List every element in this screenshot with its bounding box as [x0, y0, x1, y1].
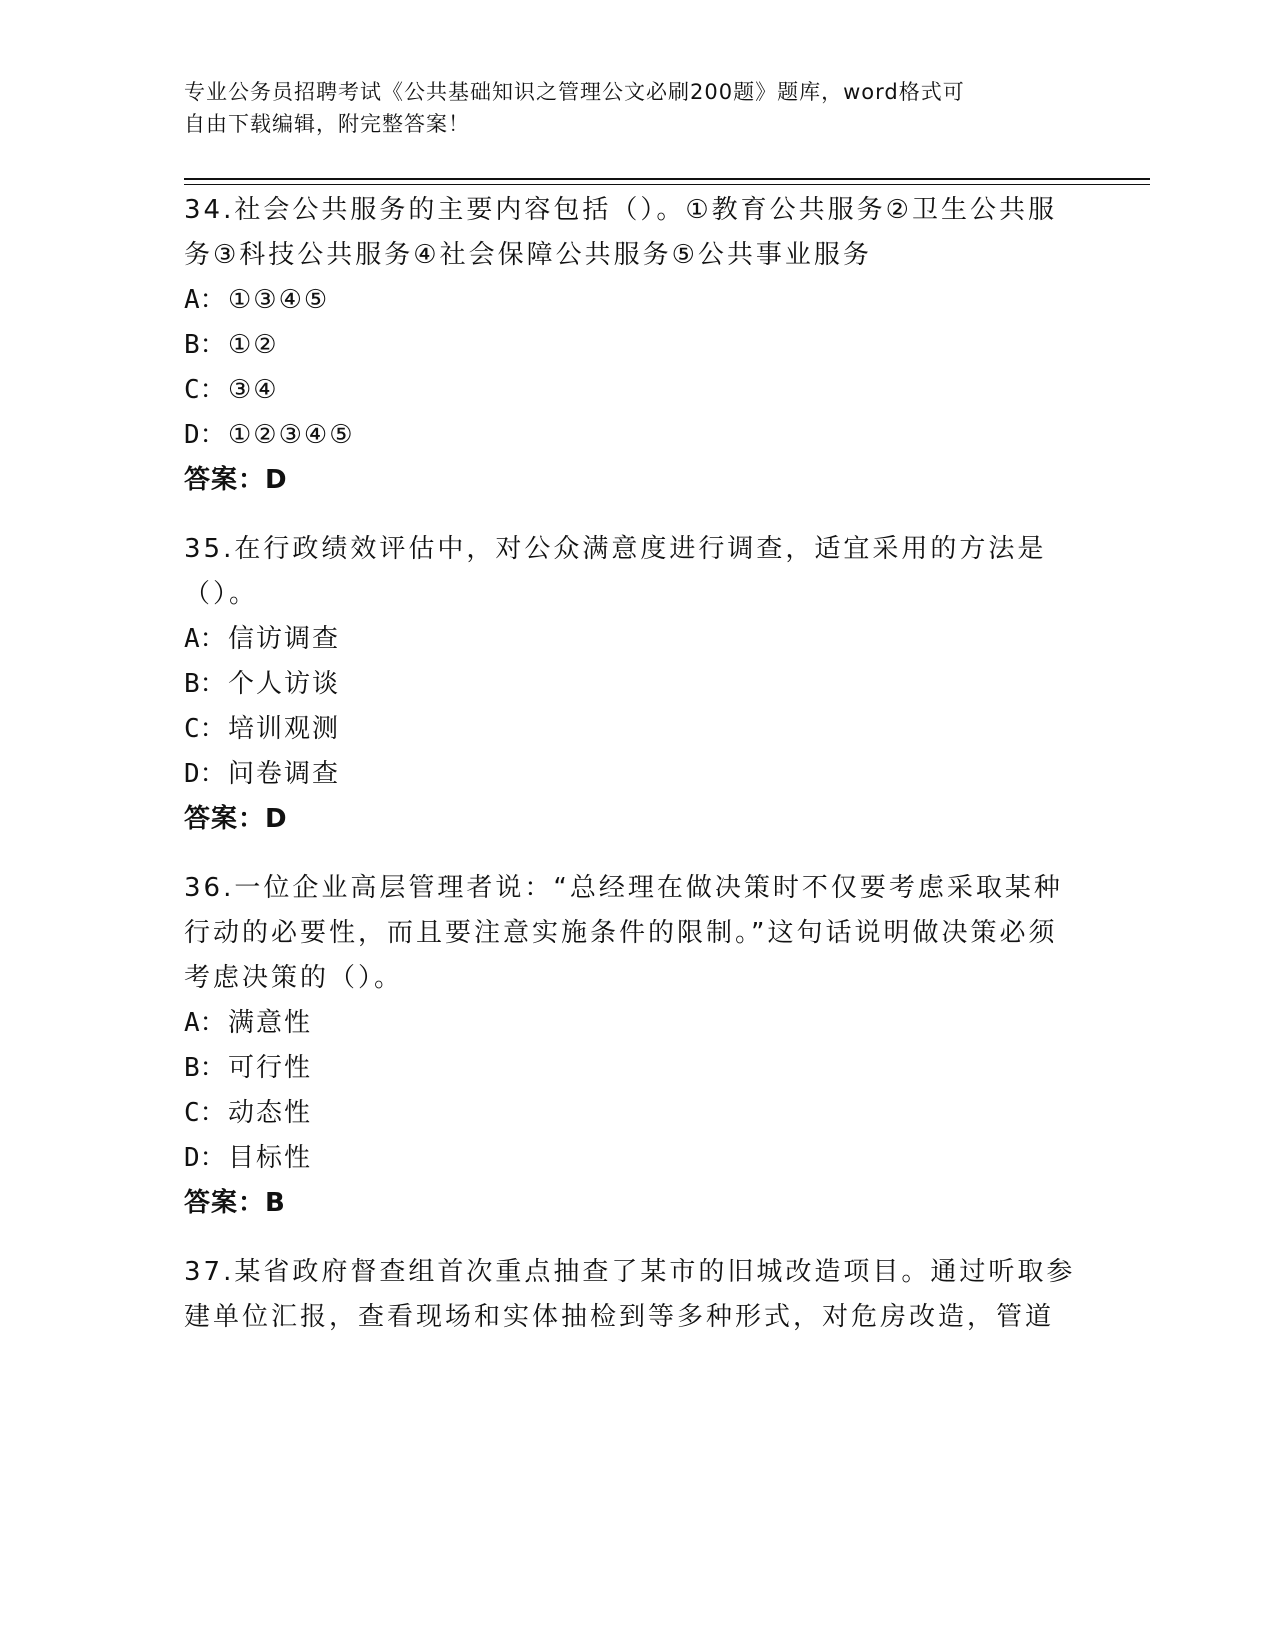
option-letter: A： [184, 285, 226, 315]
option-a [184, 617, 1084, 662]
option-letter: A： [184, 624, 226, 654]
question-35 [184, 527, 1084, 842]
header-divider-thick [184, 178, 1150, 180]
answer-label: 答案：D [184, 465, 288, 495]
question-34 [184, 188, 1084, 503]
option-text: 目标性 [228, 1143, 313, 1173]
option-d [184, 413, 1084, 458]
question-stem: 34.社会公共服务的主要内容包括（）。①教育公共服务②卫生公共服务③科技公共服务④社会保障公共服务⑤公共事业服务 [184, 195, 1057, 270]
answer-label: 答案：D [184, 804, 288, 834]
option-text: 个人访谈 [228, 669, 341, 699]
option-letter: C： [184, 1098, 226, 1128]
question-stem: 35.在行政绩效评估中，对公众满意度进行调查，适宜采用的方法是（）。 [184, 534, 1047, 609]
question-37 [184, 1250, 1084, 1340]
question-36 [184, 866, 1084, 1226]
option-letter: B： [184, 1053, 226, 1083]
option-text: 培训观测 [228, 714, 341, 744]
option-text: ①②③④⑤ [228, 420, 355, 450]
option-c [184, 1091, 1084, 1136]
option-text: 可行性 [228, 1053, 313, 1083]
option-a [184, 1001, 1084, 1046]
option-text: ③④ [228, 375, 279, 405]
option-letter: C： [184, 714, 226, 744]
question-list [184, 188, 1084, 1364]
option-b [184, 1046, 1084, 1091]
header-line-1: 专业公务员招聘考试《公共基础知识之管理公文必刷200题》题库，word格式可 [184, 80, 965, 104]
option-c [184, 368, 1084, 413]
option-b [184, 662, 1084, 707]
option-text: 信访调查 [228, 624, 341, 654]
option-text: 动态性 [228, 1098, 313, 1128]
header-divider-thin [184, 184, 1150, 185]
option-d [184, 1136, 1084, 1181]
option-c [184, 707, 1084, 752]
question-stem: 37.某省政府督查组首次重点抽查了某市的旧城改造项目。通过听取参建单位汇报，查看现场和实体抽检到等多种形式，对危房改造，管道 [184, 1257, 1076, 1332]
option-text: 问卷调查 [228, 759, 341, 789]
option-letter: C： [184, 375, 226, 405]
option-letter: B： [184, 669, 226, 699]
option-text: ①③④⑤ [228, 285, 330, 315]
option-letter: A： [184, 1008, 226, 1038]
header-line-2: 自由下载编辑，附完整答案！ [184, 112, 470, 136]
option-a [184, 278, 1084, 323]
option-text: ①② [228, 330, 279, 360]
question-stem: 36.一位企业高层管理者说：“总经理在做决策时不仅要考虑采取某种行动的必要性，而且要注意实施条件的限制。”这句话说明做决策必须考虑决策的（）。 [184, 873, 1063, 993]
option-letter: B： [184, 330, 226, 360]
option-letter: D： [184, 759, 226, 789]
option-letter: D： [184, 420, 226, 450]
option-text: 满意性 [228, 1008, 313, 1038]
document-header [184, 76, 1064, 140]
answer-label: 答案：B [184, 1188, 286, 1218]
option-letter: D： [184, 1143, 226, 1173]
option-b [184, 323, 1084, 368]
option-d [184, 752, 1084, 797]
